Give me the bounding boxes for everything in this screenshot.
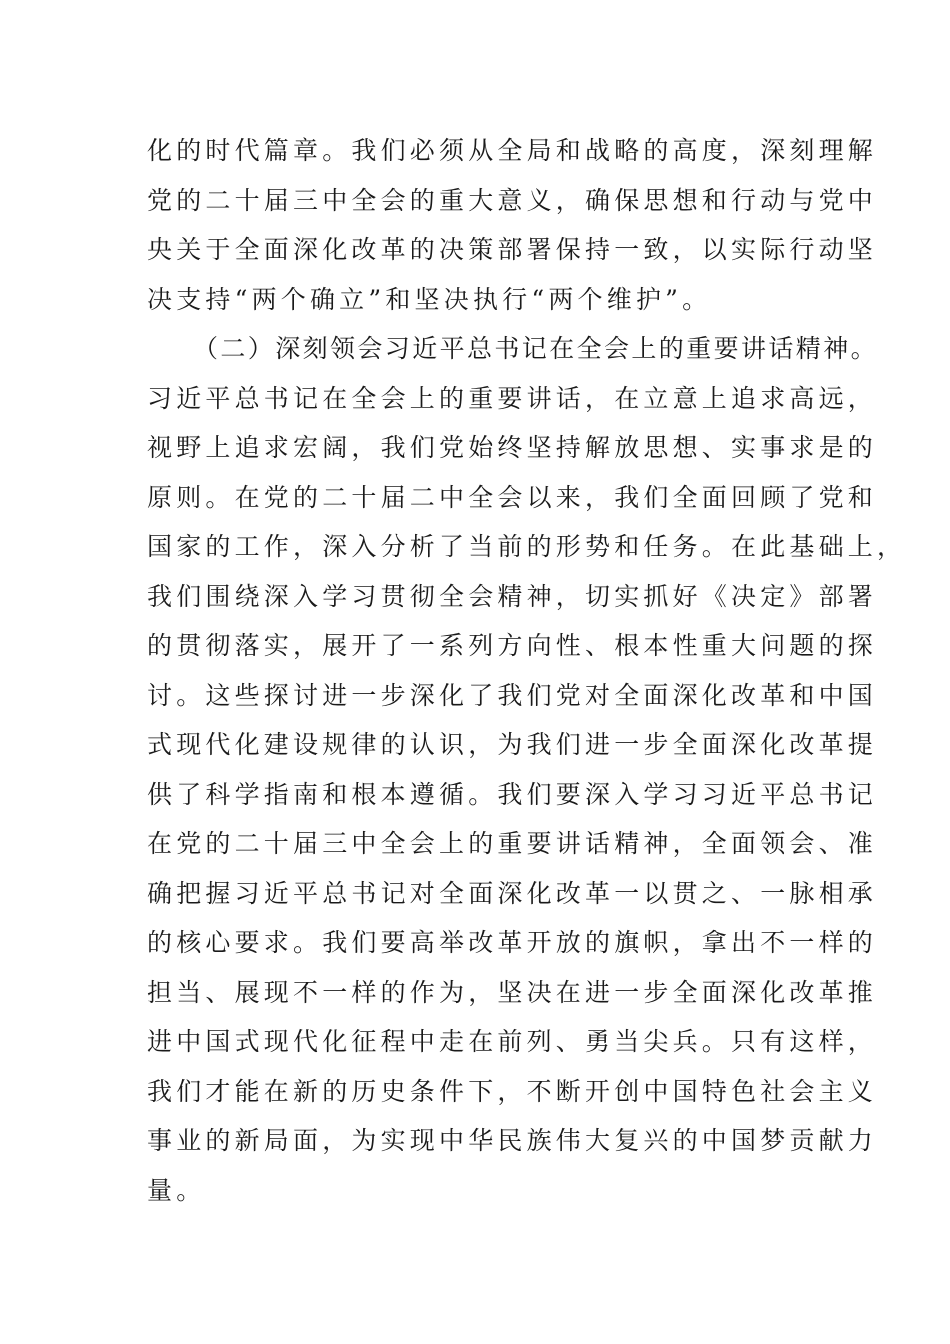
section-heading: （二）深刻领会习近平总书记在全会上的重要讲话精神。 [193,334,879,363]
text-line: 担当、展现不一样的作为，坚决在进一步全面深化改革推 [147,977,878,1007]
text-line: 习近平总书记在全会上的重要讲话，在立意上追求高远， [147,383,878,413]
text-line: 我们围绕深入学习贯彻全会精神，切实抓好《决定》部署 [147,581,878,611]
text-line: 进中国式现代化征程中走在前列、勇当尖兵。只有这样， [147,1027,878,1056]
text-line: 央关于全面深化改革的决策部署保持一致，以实际行动坚 [147,235,878,264]
text-line: 确把握习近平总书记对全面深化改革一以贯之、一脉相承 [147,878,878,908]
text-line: 原则。在党的二十届二中全会以来，我们全面回顾了党和 [147,482,878,512]
text-line: 事业的新局面，为实现中华民族伟大复兴的中国梦贡献力 [147,1126,878,1155]
body-text [147,126,907,1215]
text-line: 式现代化建设规律的认识，为我们进一步全面深化改革提 [147,730,878,759]
text-line: 的核心要求。我们要高举改革开放的旗帜，拿出不一样的 [147,928,878,957]
text-line: 化的时代篇章。我们必须从全局和战略的高度，深刻理解 [147,136,878,165]
text-line: 量。 [147,1175,206,1205]
text-line: 在党的二十届三中全会上的重要讲话精神，全面领会、准 [147,829,878,858]
text-line: 供了科学指南和根本遵循。我们要深入学习习近平总书记 [147,779,878,809]
text-line: 党的二十届三中全会的重大意义，确保思想和行动与党中 [147,185,878,215]
text-line: 的贯彻落实，展开了一系列方向性、根本性重大问题的探 [147,631,878,660]
text-line: 决支持“两个确立”和坚决执行“两个维护”。 [147,284,712,314]
text-line: 国家的工作，深入分析了当前的形势和任务。在此基础上， [147,532,907,561]
text-line: 讨。这些探讨进一步深化了我们党对全面深化改革和中国 [147,680,878,710]
text-line: 视野上追求宏阔，我们党始终坚持解放思想、实事求是的 [147,433,878,462]
text-line: 我们才能在新的历史条件下，不断开创中国特色社会主义 [147,1076,878,1106]
